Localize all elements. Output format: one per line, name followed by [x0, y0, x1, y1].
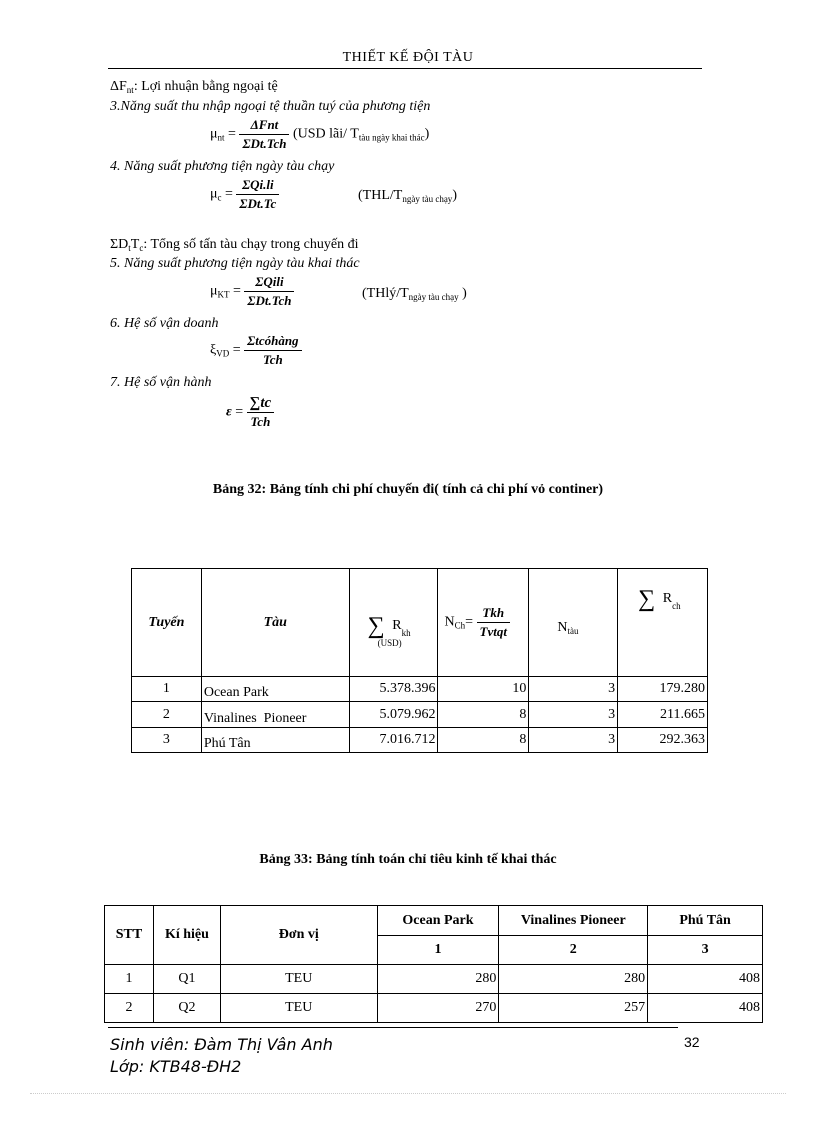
item-5-heading: 5. Năng suất phương tiện ngày tàu khai thác [110, 256, 360, 271]
f3-unit: (USD lãi/ T [292, 126, 359, 142]
cell-rch: 292.363 [618, 728, 708, 753]
cell-value-1: 280 [377, 965, 499, 994]
nch-eq: = [465, 614, 474, 630]
f6-fraction [244, 333, 301, 368]
delta-fnt-sub: nt [126, 85, 134, 95]
f3-lhs-sub: nt [217, 132, 225, 143]
f5-fraction [244, 274, 294, 309]
cell-value-2: 257 [499, 994, 648, 1023]
cell-ntau: 3 [529, 677, 618, 702]
f3-unit-end: ) [424, 126, 430, 142]
header-ship-2: Vinalines Pioneer [499, 906, 648, 936]
f7-lhs: ε [226, 404, 232, 420]
table-32-header-row [132, 569, 708, 677]
f6-lhs-sub: VD [216, 348, 230, 359]
header-ship-1: Ocean Park [377, 906, 499, 936]
cell-ntau: 3 [529, 702, 618, 728]
cell-rkh: 7.016.712 [349, 728, 438, 753]
table-row [105, 994, 763, 1023]
page-bottom-divider [30, 1093, 786, 1094]
rkh-unit: (USD) [377, 637, 402, 648]
f4-fraction [236, 177, 279, 212]
table-row [105, 965, 763, 994]
f6-lhs: ξ [210, 342, 217, 358]
rkh-sub: kh [401, 627, 411, 638]
rch-sub: ch [672, 601, 681, 611]
f7-fraction [247, 395, 275, 430]
sum-symbol: ΣD [110, 237, 129, 252]
nch-label: N [444, 614, 455, 630]
header-ship: Tàu [201, 569, 349, 677]
header-stt: STT [105, 906, 154, 965]
rkh-label: R [392, 617, 402, 633]
cell-nch: 8 [438, 702, 529, 728]
item-7-heading: 7. Hệ số vận hành [110, 375, 212, 390]
header-rkh [349, 569, 438, 677]
ntau-sub: tàu [567, 625, 579, 636]
formula-mu-c: $\mu_c$ = $\frac{\text{ΣQi.li}}{\text{ΣDt.Tc}}$ [210, 177, 279, 212]
table-32-caption: Bảng 32: Bảng tính chi phí chuyến đi( tính cả chi phí vỏ continer) [212, 482, 604, 497]
f3-numerator: ΔFnt [239, 117, 289, 135]
cell-route: 1 [132, 677, 202, 702]
footer-rule [108, 1027, 678, 1028]
formula-epsilon: ε = $\frac{\sum tc}{\text{Tch}}$ [226, 395, 274, 430]
formula-mu-nt: $\mu_{nt}$ = $\frac{\text{ΔFnt}}{\text{ΣDt.Tch}}$ (USD lãi/ $T_{tàu ngày khai thác}$) [210, 117, 430, 151]
f3-fraction [239, 117, 289, 152]
nch-denominator: Tvtqt [479, 624, 507, 639]
header-rule [108, 68, 702, 69]
f4-lhs-sub: c [217, 192, 222, 203]
f5-lhs: μ [210, 283, 218, 299]
cell-unit: TEU [220, 965, 377, 994]
footer-class: Lớp: KTB48-ĐH2 [110, 1057, 242, 1076]
table-row [132, 702, 708, 728]
cell-nch: 8 [438, 728, 529, 753]
header-nch [438, 569, 529, 677]
f4-denominator: ΣDt.Tc [239, 196, 277, 211]
item-4-heading: 4. Năng suất phương tiện ngày tàu chạy [110, 159, 335, 174]
table-33-header-row-1 [105, 906, 763, 936]
f5-lhs-sub: KT [217, 289, 230, 300]
page-header-title: THIẾT KẾ ĐỘI TÀU [342, 50, 474, 65]
cell-value-3: 408 [648, 994, 763, 1023]
f5-denominator: ΣDt.Tch [247, 293, 292, 308]
f5-unit-end: ) [462, 286, 467, 301]
cell-rkh: 5.378.396 [349, 677, 438, 702]
f4-unit-block [358, 188, 457, 207]
f5-numerator: ΣQili [244, 274, 294, 292]
cell-ntau: 3 [529, 728, 618, 753]
cell-value-1: 270 [377, 994, 499, 1023]
table-row [132, 728, 708, 753]
cell-stt: 1 [105, 965, 154, 994]
delta-fnt-text: : Lợi nhuận bằng ngoại tệ [133, 79, 278, 94]
f3-denominator: ΣDt.Tch [242, 136, 287, 151]
cell-route: 3 [132, 728, 202, 753]
header-num-3: 3 [648, 936, 763, 965]
cell-symbol: Q1 [153, 965, 220, 994]
sum-text: : Tổng số tấn tàu chạy trong chuyến đi [143, 237, 359, 252]
delta-fnt-definition [110, 79, 278, 98]
cell-rch: 211.665 [618, 702, 708, 728]
f4-lhs: μ [210, 186, 218, 202]
sum-dt-tc-definition [110, 237, 358, 256]
f5-unit: (THlý/T [362, 286, 409, 301]
cell-value-3: 408 [648, 965, 763, 994]
table-row [132, 677, 708, 702]
cell-stt: 2 [105, 994, 154, 1023]
delta-fnt-symbol: ΔF [110, 79, 127, 94]
header-symbol: Kí hiệu [153, 906, 220, 965]
f6-denominator: Tch [262, 352, 283, 367]
footer-student: Sinh viên: Đàm Thị Vân Anh [110, 1035, 333, 1054]
f4-unit-sub: ngày tàu chạy [402, 194, 453, 204]
header-num-1: 1 [377, 936, 499, 965]
nch-fraction [477, 605, 510, 640]
sum-sub-1: t [128, 243, 131, 253]
ntau-label: N [557, 619, 568, 635]
f7-denominator: Tch [250, 414, 271, 429]
f4-numerator: ΣQi.li [236, 177, 279, 195]
table-33 [104, 905, 763, 1023]
header-rch [618, 569, 708, 677]
cell-unit: TEU [220, 994, 377, 1023]
cell-nch: 10 [438, 677, 529, 702]
f7-numerator: ∑tc [247, 395, 275, 413]
f4-unit-end: ) [452, 188, 457, 203]
f3-unit-sub: tàu ngày khai thác [358, 132, 425, 143]
cell-route: 2 [132, 702, 202, 728]
header-ship-3: Phú Tân [648, 906, 763, 936]
table-33-caption: Bảng 33: Bảng tính toán chỉ tiêu kinh tế khai thác [259, 852, 557, 867]
f5-unit-sub: ngày tàu chạy [408, 292, 459, 302]
page-number: 32 [684, 1034, 700, 1050]
header-ntau [529, 569, 618, 677]
rch-label: R [662, 591, 673, 606]
table-32 [131, 568, 708, 753]
cell-rkh: 5.079.962 [349, 702, 438, 728]
cell-rch: 179.280 [618, 677, 708, 702]
cell-ship: Ocean Park [201, 677, 349, 702]
f3-lhs: μ [210, 126, 218, 142]
cell-ship: Phú Tân [201, 728, 349, 753]
header-num-2: 2 [499, 936, 648, 965]
cell-value-2: 280 [499, 965, 648, 994]
item-3-heading: 3.Năng suất thu nhập ngoại tệ thuần tuý của phương tiện [110, 99, 431, 114]
formula-mu-kt: $\mu_{KT}$ = $\frac{\text{ΣQili}}{\text{ΣDt.Tch}}$ [210, 274, 294, 309]
sum-sub-2: c [139, 243, 144, 253]
header-route: Tuyến [132, 569, 202, 677]
header-unit: Đơn vị [220, 906, 377, 965]
cell-ship: Vinalines Pioneer [201, 702, 349, 728]
nch-numerator: Tkh [477, 605, 510, 623]
formula-xi-vd: $\xi_{VD}$ = $\frac{\text{Σtcóhàng}}{\text{Tch}}$ [210, 333, 302, 368]
nch-sub: Ch [454, 620, 466, 631]
sum-mid: T [130, 237, 140, 252]
f5-unit-block [362, 286, 467, 305]
item-6-heading: 6. Hệ số vận doanh [110, 316, 219, 331]
rch-sigma: ∑ [638, 586, 656, 612]
cell-symbol: Q2 [153, 994, 220, 1023]
rkh-sigma: ∑ [367, 612, 385, 639]
f6-numerator: Σtcóhàng [244, 333, 301, 351]
f4-unit: (THL/T [358, 188, 403, 203]
